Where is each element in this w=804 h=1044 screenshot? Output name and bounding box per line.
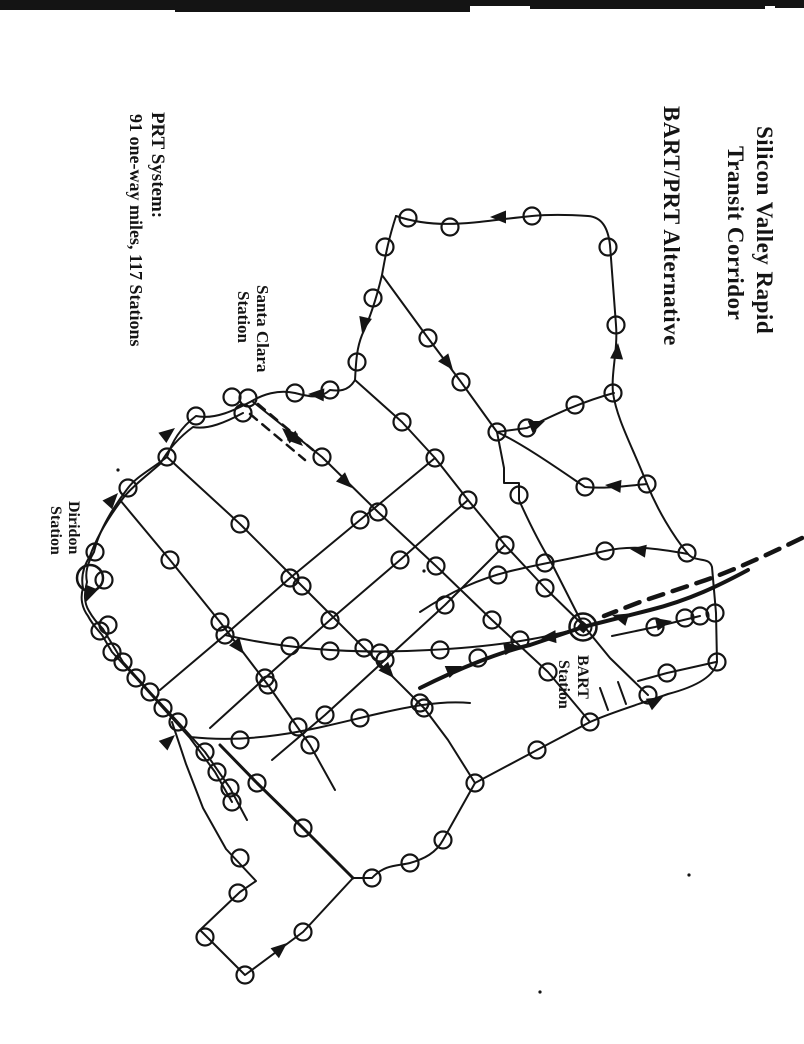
page-title-line2: Transit Corridor bbox=[723, 146, 748, 321]
system-legend-line2: 91 one-way miles, 117 Stations bbox=[126, 114, 146, 347]
station-marker bbox=[209, 764, 226, 781]
station-marker bbox=[224, 389, 241, 406]
scan-speck bbox=[538, 990, 541, 993]
guideway-line bbox=[85, 401, 252, 820]
scan-artifact-bar bbox=[530, 5, 765, 9]
scan-speck bbox=[116, 468, 119, 471]
diridon-station-label-line2: Station bbox=[47, 506, 64, 555]
guideway-line bbox=[497, 432, 647, 488]
bart-station-label-line1: BART bbox=[574, 655, 591, 699]
scan-artifact-bar bbox=[775, 5, 804, 8]
direction-arrow bbox=[528, 415, 548, 433]
direction-arrow bbox=[604, 479, 621, 493]
direction-arrow bbox=[610, 342, 624, 359]
scan-speck bbox=[687, 873, 690, 876]
santa-clara-station-label-line2: Station bbox=[234, 291, 253, 343]
bart-station-label-line2: Station bbox=[555, 660, 572, 709]
guideway-line bbox=[497, 393, 614, 432]
station-marker bbox=[232, 732, 249, 749]
diridon-station-label-line1: Diridon bbox=[65, 501, 82, 555]
direction-arrow bbox=[490, 211, 506, 224]
guideway-line bbox=[220, 745, 353, 878]
scan-artifact-bar bbox=[175, 9, 470, 12]
santa-clara-station-label-line1: Santa Clara bbox=[253, 285, 272, 373]
guideway-line bbox=[420, 548, 688, 612]
direction-arrow bbox=[629, 543, 647, 558]
page-title-line1: Silicon Valley Rapid bbox=[752, 126, 777, 335]
direction-arrow bbox=[158, 423, 179, 443]
station-marker bbox=[377, 239, 394, 256]
station-marker bbox=[600, 239, 617, 256]
guideway-line bbox=[618, 682, 626, 704]
station-marker bbox=[442, 219, 459, 236]
direction-arrow bbox=[336, 472, 357, 492]
guideway-line bbox=[382, 275, 583, 625]
page-subtitle: BART/PRT Alternative bbox=[659, 106, 684, 346]
scan-speck bbox=[422, 569, 425, 572]
guideway-line bbox=[600, 688, 608, 710]
station-marker bbox=[197, 929, 214, 946]
system-legend-line1: PRT System: bbox=[147, 112, 168, 219]
map-labels bbox=[47, 106, 777, 709]
station-marker bbox=[567, 397, 584, 414]
direction-arrow bbox=[271, 938, 292, 958]
